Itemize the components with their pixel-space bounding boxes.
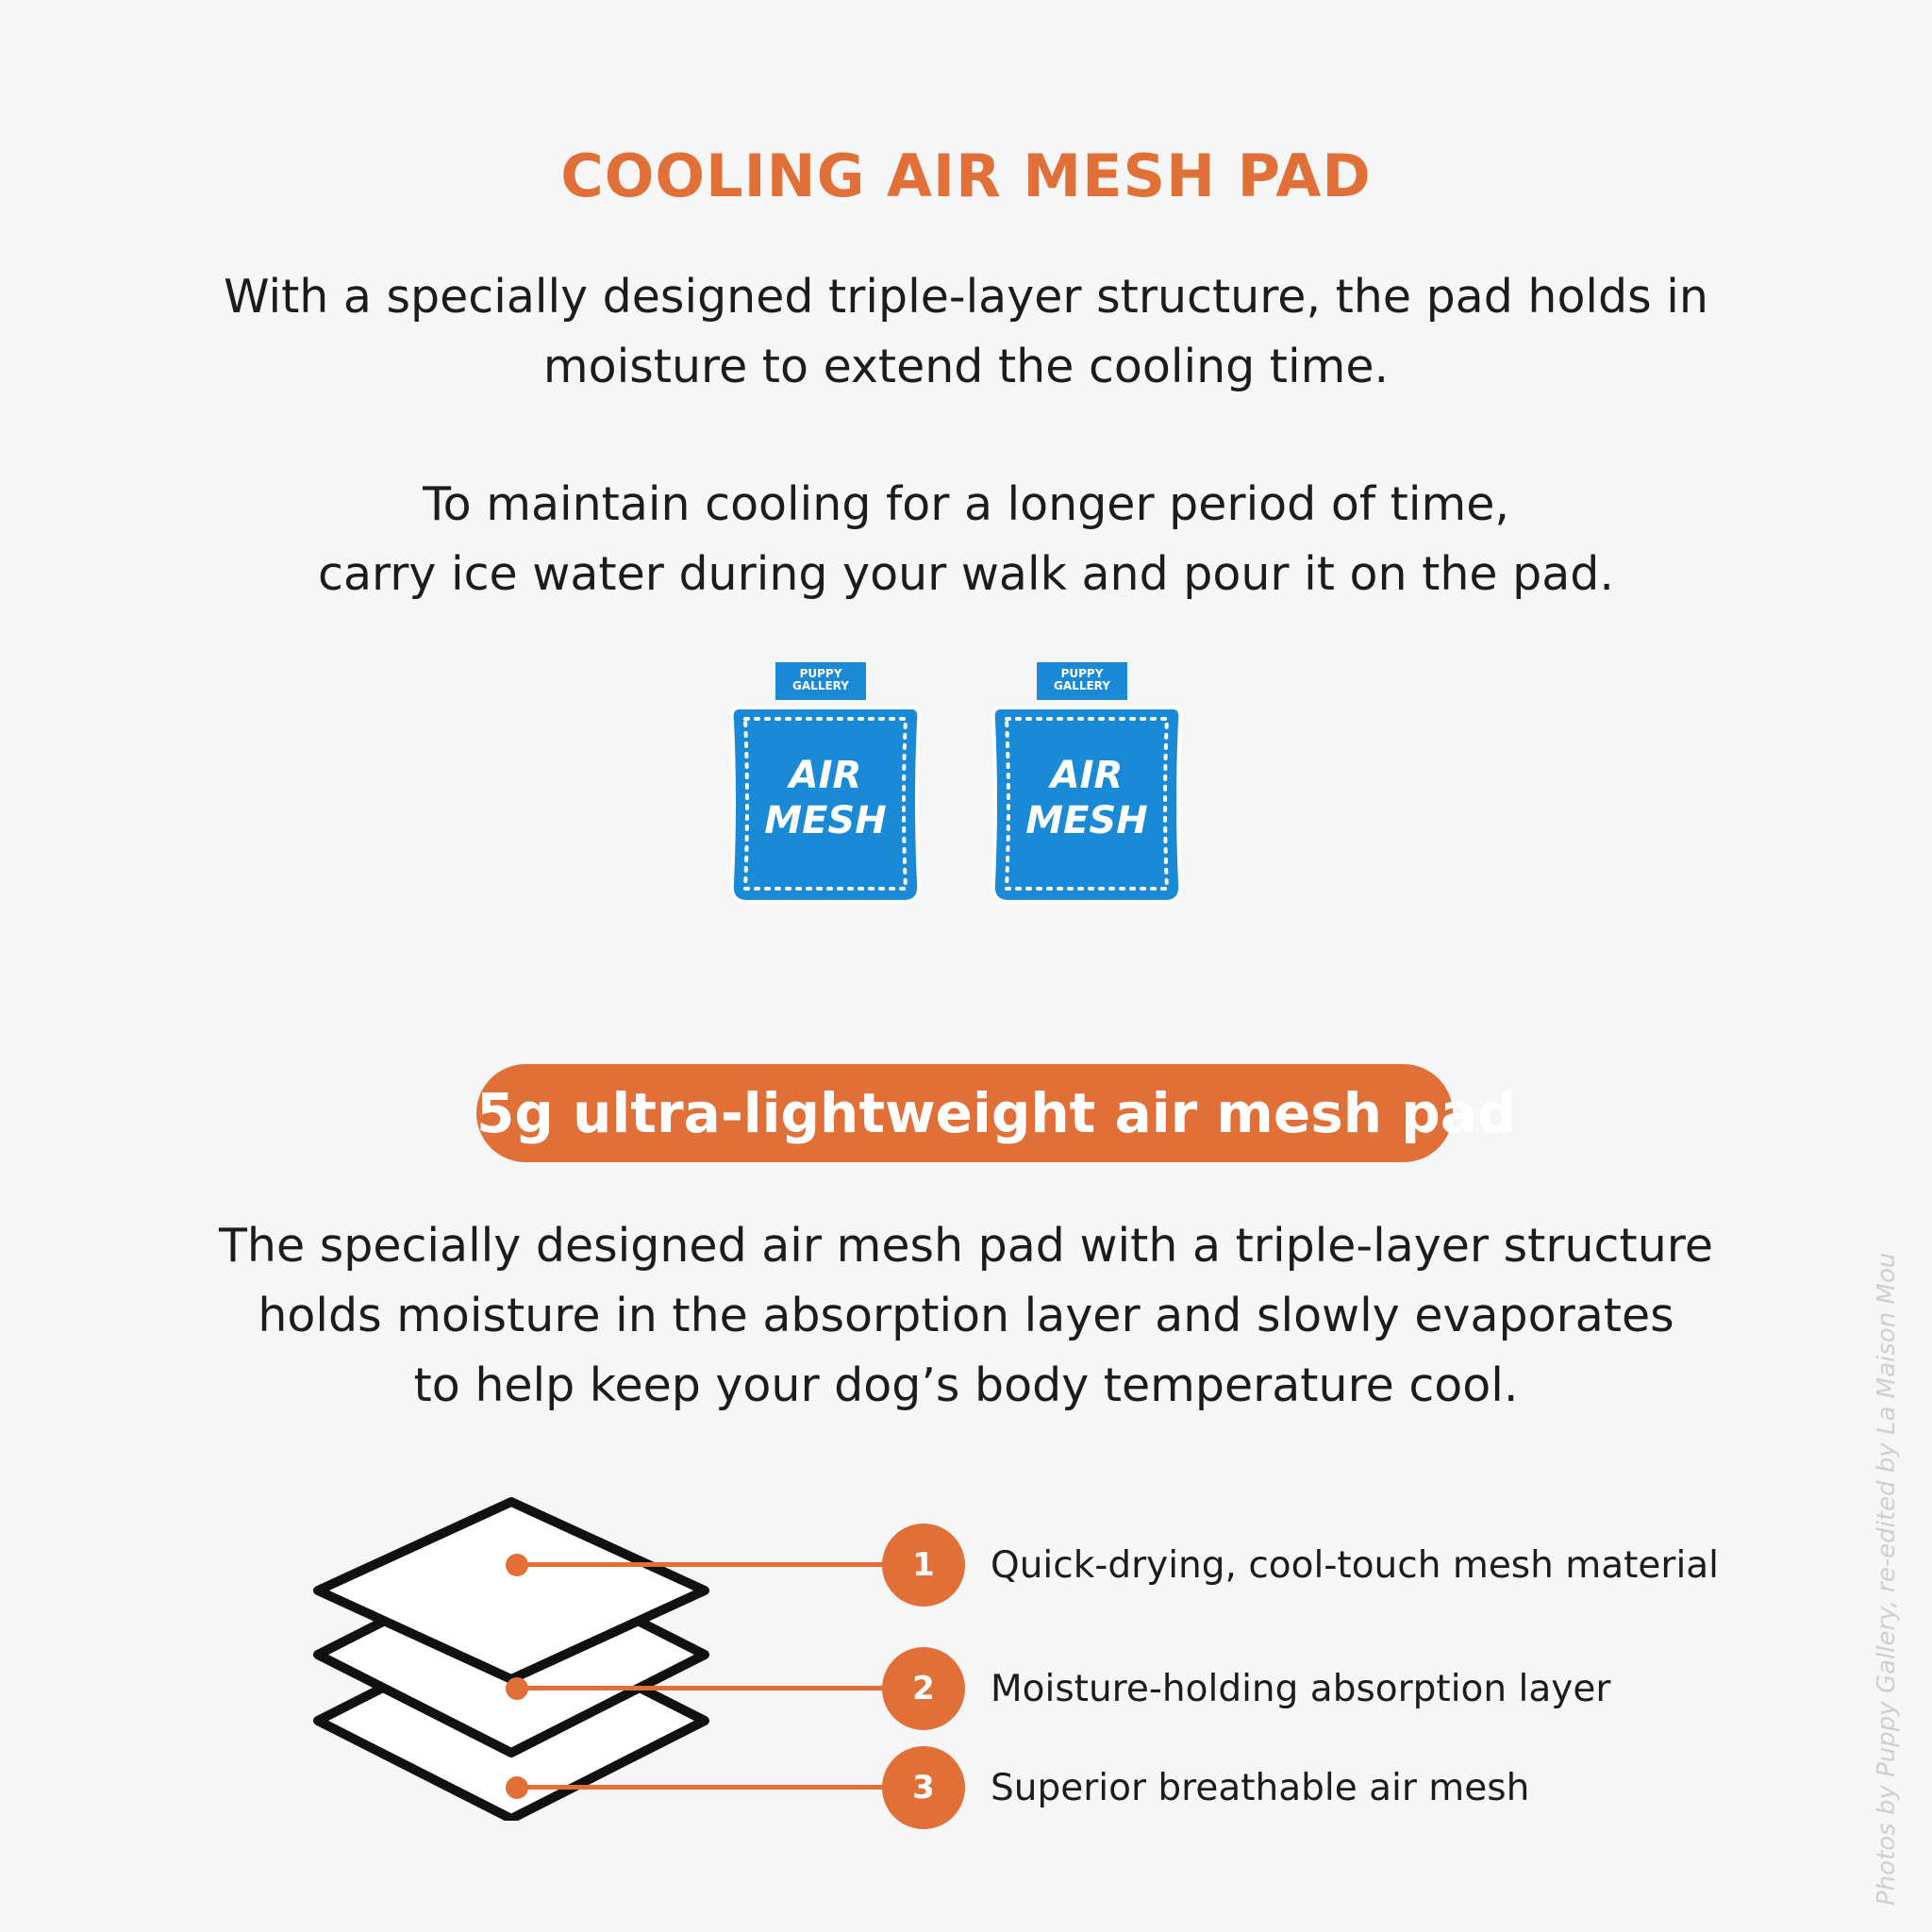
layer-label: Moisture-holding absorption layer — [991, 1668, 1611, 1710]
tip-line: To maintain cooling for a longer period of time, — [423, 477, 1509, 531]
description-line: The specially designed air mesh pad with a triple-layer structure — [219, 1219, 1713, 1273]
callout-dot — [506, 1554, 528, 1576]
page-title: COOLING AIR MESH PAD — [560, 142, 1372, 210]
layer-stack-icon — [311, 1491, 736, 1821]
description-text — [0, 1211, 1932, 1421]
pad-tag: PUPPY GALLERY — [1054, 667, 1110, 692]
intro-text — [0, 262, 1932, 402]
layer-label: Quick-drying, cool-touch mesh material — [991, 1544, 1720, 1587]
pad-label: AIR MESH — [764, 754, 887, 842]
callout-dot — [506, 1776, 528, 1799]
layer-label: Superior breathable air mesh — [991, 1767, 1530, 1809]
callout-line — [517, 1562, 932, 1567]
pad-tag: PUPPY GALLERY — [792, 667, 849, 692]
feature-pill: 5g ultra-lightweight air mesh pad — [476, 1064, 1453, 1162]
description-line: holds moisture in the absorption layer and slowly evaporates — [258, 1289, 1674, 1342]
photo-credit: Photos by Puppy Gallery, re-edited by La Maison Mou — [1873, 1252, 1901, 1906]
layer-number: 2 — [882, 1647, 965, 1730]
callout-line — [517, 1785, 932, 1790]
layer-number: 3 — [882, 1746, 965, 1829]
callout-dot — [506, 1677, 528, 1700]
pad-illustrations — [726, 660, 1217, 915]
callout-line — [517, 1686, 932, 1690]
layer-number: 1 — [882, 1524, 965, 1607]
tip-line: carry ice water during your walk and pour it on the pad. — [318, 547, 1614, 601]
air-mesh-pad-icon — [726, 660, 924, 909]
pad-label: AIR MESH — [1025, 754, 1148, 842]
tip-text — [0, 470, 1932, 609]
intro-line: With a specially designed triple-layer structure, the pad holds in — [224, 270, 1708, 324]
air-mesh-pad-icon — [988, 660, 1186, 909]
description-line: to help keep your dog’s body temperature cool. — [413, 1358, 1519, 1412]
intro-line: moisture to extend the cooling time. — [542, 340, 1390, 393]
